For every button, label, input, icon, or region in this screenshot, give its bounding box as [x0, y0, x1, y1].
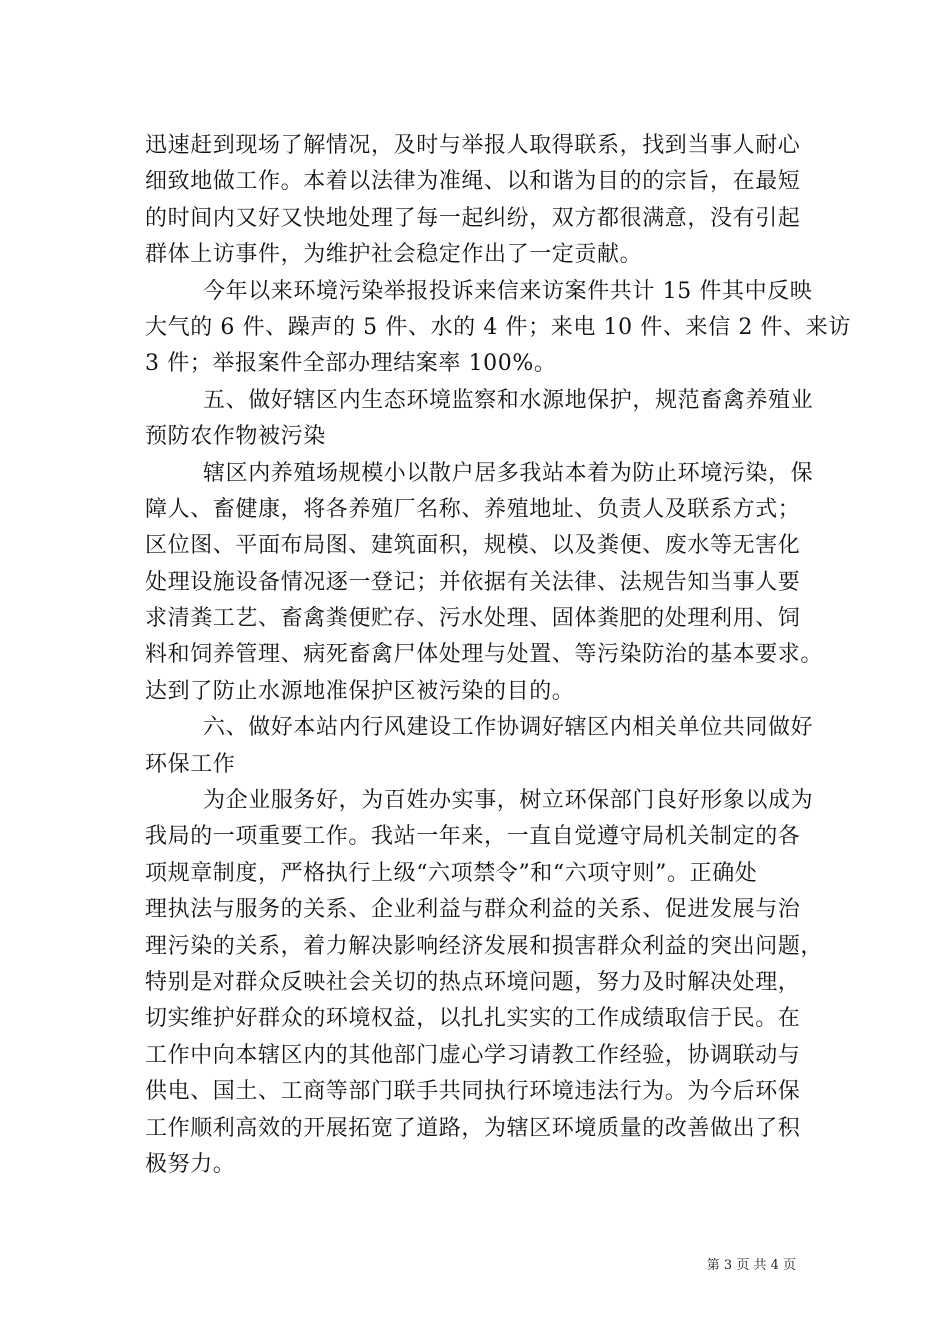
text-line: 辖区内养殖场规模小以散户居多我站本着为防止环境污染，保 [203, 460, 814, 486]
text-line: 工作中向本辖区内的其他部门虚心学习请教工作经验，协调联动与 [145, 1042, 801, 1068]
text-line: 理执法与服务的关系、企业利益与群众利益的关系、促进发展与治 [145, 897, 801, 923]
text-line: 群体上访事件，为维护社会稳定作出了一定贡献。 [145, 242, 643, 268]
text-line: 极努力。 [145, 1151, 236, 1177]
text-line: 理污染的关系，着力解决影响经济发展和损害群众利益的突出问题， [145, 933, 824, 959]
text-line: 为企业服务好，为百姓办实事，树立环保部门良好形象以成为 [203, 788, 814, 814]
text-line: 处理设施设备情况逐一登记；并依据有关法律、法规告知当事人要 [145, 569, 801, 595]
text-line: 的时间内又好又快地处理了每一起纠纷，双方都很满意，没有引起 [145, 205, 801, 231]
text-line: 细致地做工作。本着以法律为准绳、以和谐为目的的宗旨，在最短 [145, 169, 801, 195]
text-line: 预防农作物被污染 [145, 424, 326, 450]
document-body [145, 128, 851, 1183]
text-line: 3 件；举报案件全部办理结案率 100%。 [145, 351, 557, 377]
text-line: 求清粪工艺、畜禽粪便贮存、污水处理、固体粪肥的处理利用、饲 [145, 606, 801, 632]
text-line: 六、做好本站内行风建设工作协调好辖区内相关单位共同做好 [203, 715, 814, 741]
text-line: 工作顺利高效的开展拓宽了道路，为辖区环境质量的改善做出了积 [145, 1115, 801, 1141]
text-line: 五、做好辖区内生态环境监察和水源地保护，规范畜禽养殖业 [203, 387, 814, 413]
text-line: 切实维护好群众的环境权益，以扎扎实实的工作成绩取信于民。在 [145, 1006, 801, 1032]
text-line: 今年以来环境污染举报投诉来信来访案件共计 15 件其中反映 [203, 278, 813, 304]
text-line: 区位图、平面布局图、建筑面积，规模、以及粪便、废水等无害化 [145, 533, 801, 559]
text-line: 特别是对群众反映社会关切的热点环境问题，努力及时解决处理， [145, 969, 801, 995]
text-line: 项规章制度，严格执行上级“六项禁令”和“六项守则”。正确处 [145, 860, 758, 886]
page-number-footer: 第 3 页 共 4 页 [706, 1258, 796, 1273]
text-line: 料和饲养管理、病死畜禽尸体处理与处置、等污染防治的基本要求。 [145, 642, 824, 668]
text-line: 障人、畜健康，将各养殖厂名称、养殖地址、负责人及联系方式； [145, 496, 801, 522]
text-line: 我局的一项重要工作。我站一年来，一直自觉遵守局机关制定的各 [145, 824, 801, 850]
text-line: 大气的 6 件、躁声的 5 件、水的 4 件；来电 10 件、来信 2 件、来访 [145, 314, 851, 340]
text-line: 达到了防止水源地准保护区被污染的目的。 [145, 678, 575, 704]
text-line: 供电、国土、工商等部门联手共同执行环境违法行为。为今后环保 [145, 1079, 801, 1105]
text-line: 环保工作 [145, 751, 236, 777]
text-line: 迅速赶到现场了解情况，及时与举报人取得联系，找到当事人耐心 [145, 133, 801, 158]
